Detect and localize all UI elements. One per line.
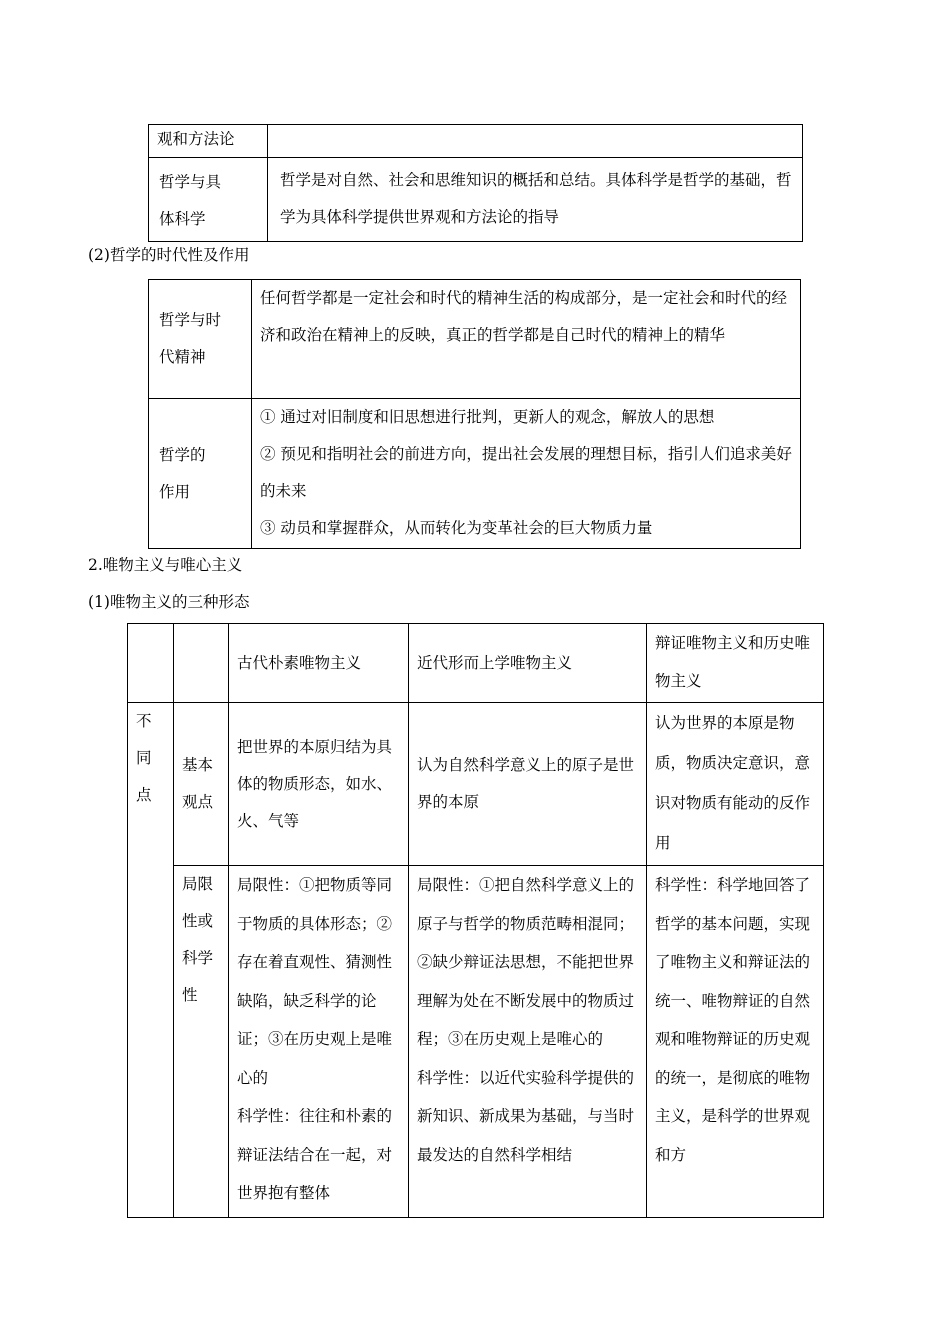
header-dialectical: 辩证唯物主义和历史唯物主义: [655, 634, 811, 690]
table-cell-label: 观和方法论: [157, 130, 235, 148]
table-row: [149, 280, 801, 399]
group-label: 不 同 点: [136, 712, 152, 804]
table-cell-content: 任何哲学都是一定社会和时代的精神生活的构成部分，是一定社会和时代的经济和政治在精神上的反映，真正的哲学都是自己时代的精神上的精华: [260, 289, 788, 344]
header-modern: 近代形而上学唯物主义: [417, 653, 573, 672]
table-philosophy-and-science: [148, 124, 803, 242]
section-heading-three-forms: (1)唯物主义的三种形态: [88, 593, 250, 611]
cell-modern: 局限性：①把自然科学意义上的原子与哲学的物质范畴相混同；②缺少辩证法思想，不能把世界理解为处在不断发展中的物质过程；③在历史观上是唯心的 科学性：以近代实验科学提供的新知识、新成果为基础，与当时最发达的自然科学相结: [417, 876, 635, 1164]
table-row: [128, 866, 824, 1218]
table-cell-label: 哲学的 作用: [159, 445, 206, 501]
section-heading-era: (2)哲学的时代性及作用: [88, 246, 250, 264]
table-philosophy-era: [148, 279, 801, 549]
table-three-forms: [127, 623, 824, 1218]
table-cell-content: 哲学是对自然、社会和思维知识的概括和总结。具体科学是哲学的基础，哲学为具体科学提供世界观和方法论的指导: [280, 171, 792, 226]
cell-modern: 认为自然科学意义上的原子是世界的本原: [417, 756, 635, 811]
table-row: [128, 703, 824, 866]
cell-dialectical: 科学性：科学地回答了哲学的基本问题，实现了唯物主义和辩证法的统一、唯物辩证的自然观和唯物辩证的历史观的统一，是彻底的唯物主义，是科学的世界观和方: [655, 876, 811, 1164]
cell-dialectical: 认为世界的本原是物质，物质决定意识，意识对物质有能动的反作用: [655, 714, 811, 852]
table-cell-content: ① 通过对旧制度和旧思想进行批判，更新人的观念，解放人的思想 ② 预见和指明社会的前进方向，提出社会发展的理想目标，指引人们追求美好的未来 ③ 动员和掌握群众，从而转化为变革社会的巨大物质力量: [260, 408, 792, 537]
cell-ancient: 把世界的本原归结为具体的物质形态，如水、火、气等: [237, 737, 393, 830]
cell-ancient: 局限性：①把物质等同于物质的具体形态；②存在着直观性、猜测性缺陷，缺乏科学的论证；③在历史观上是唯心的 科学性：往往和朴素的辩证法结合在一起，对世界抱有整体: [237, 876, 393, 1202]
row-label: 基本 观点: [182, 756, 214, 811]
table-row: [149, 399, 801, 549]
table-cell-content: [268, 125, 802, 131]
table-cell-label: 哲学与时 代精神: [159, 311, 222, 366]
table-cell-label: 哲学与具 体科学: [159, 173, 222, 228]
table-row: [149, 125, 803, 158]
row-label: 局限 性或 科学 性: [182, 875, 214, 1004]
section-heading-materialism: 2.唯物主义与唯心主义: [88, 556, 243, 574]
header-ancient: 古代朴素唯物主义: [237, 653, 362, 672]
table-row: [149, 158, 803, 242]
table-header-row: [128, 624, 824, 703]
